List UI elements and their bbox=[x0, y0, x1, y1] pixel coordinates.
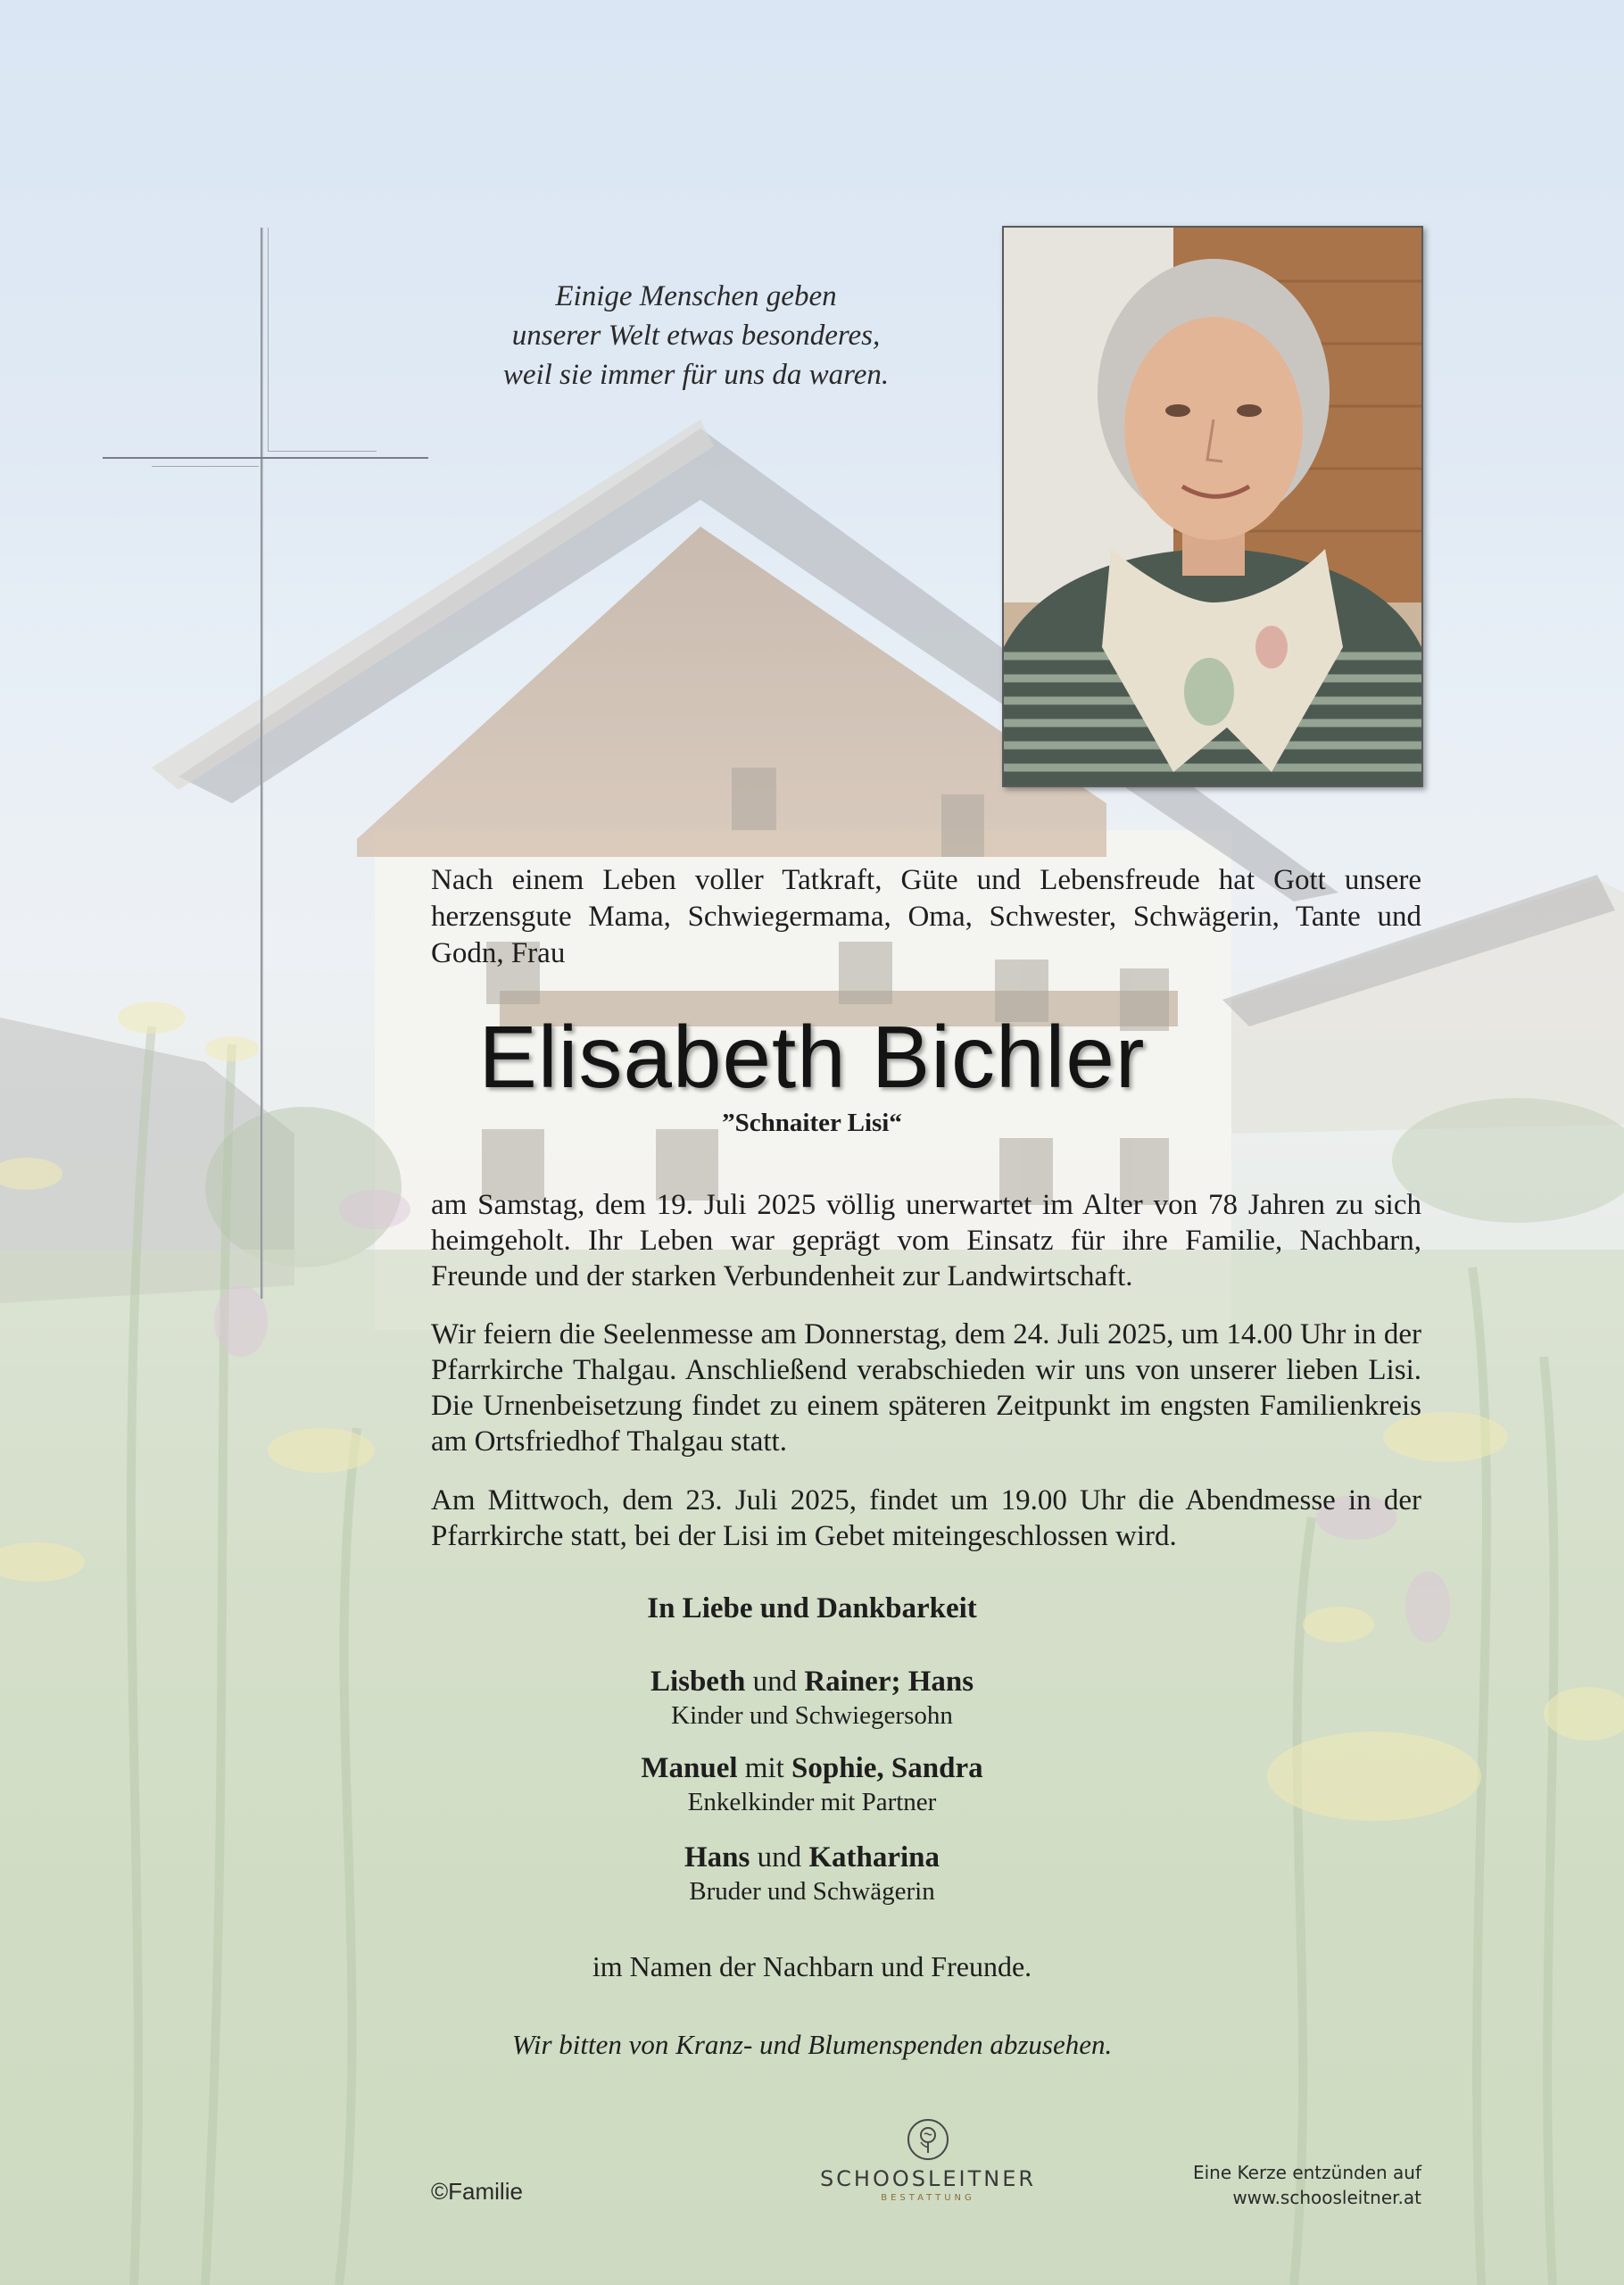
photo-credit: ©Familie bbox=[431, 2178, 523, 2205]
deceased-name: Elisabeth Bichler bbox=[478, 1008, 1146, 1106]
memorial-quote bbox=[446, 277, 946, 395]
death-notice-paragraph: am Samstag, dem 19. Juli 2025 völlig unerwartet im Alter von 78 Jahren zu sich heimgeholt. Ihr Leben war geprägt vom Einsatz für ihre Familie, Nachbarn, Freunde und der starken Verbundenheit zur Landwirtschaft. bbox=[431, 1189, 1421, 1292]
mourner-relation: Kinder und Schwiegersohn bbox=[671, 1701, 953, 1730]
mourner-name: Hans bbox=[684, 1841, 750, 1874]
mourner-join: und bbox=[757, 1841, 802, 1874]
logo-subtitle: BESTATTUNG bbox=[881, 2193, 975, 2203]
rose-icon bbox=[906, 2117, 950, 2162]
website-link[interactable]: www.schoosleitner.at bbox=[1232, 2187, 1421, 2208]
logo-name: SCHOOSLEITNER bbox=[819, 2166, 1037, 2191]
mourner-name: Lisbeth bbox=[650, 1666, 746, 1698]
funeral-mass-paragraph: Wir feiern die Seelenmesse am Donnerstag, dem 24. Juli 2025, um 14.00 Uhr in der Pfarrkirche Thalgau. Anschließend verabschieden wir uns von unserer lieben Lisi. Die Urnenbeisetzung findet zu einem späteren Zeitpunkt im engsten Familienkreis am Ortsfriedhof Thalgau statt. bbox=[431, 1318, 1421, 1458]
mourner-name: Manuel bbox=[641, 1752, 738, 1784]
portrait-photo bbox=[1002, 226, 1423, 787]
funeral-home-logo bbox=[812, 2117, 1044, 2203]
deceased-nickname: ”Schnaiter Lisi“ bbox=[722, 1109, 902, 1137]
candle-link-block bbox=[1124, 2160, 1421, 2210]
mourner-join: und bbox=[752, 1666, 798, 1698]
mourner-name: Rainer; Hans bbox=[804, 1666, 974, 1698]
mourner-group bbox=[0, 1841, 1624, 1908]
donation-request: Wir bitten von Kranz- und Blumenspenden abzusehen. bbox=[511, 2029, 1113, 2060]
neighbors-line: im Namen der Nachbarn und Freunde. bbox=[592, 1950, 1032, 1982]
mourner-group bbox=[0, 1666, 1624, 1732]
mourner-name: Sophie, Sandra bbox=[791, 1752, 983, 1784]
closing-phrase: In Liebe und Dankbarkeit bbox=[647, 1592, 977, 1624]
mourner-relation: Bruder und Schwägerin bbox=[689, 1877, 935, 1906]
intro-text: Nach einem Leben voller Tatkraft, Güte und Lebensfreude hat Gott unsere herzensgute Mama, Schwiegermama, Oma, Schwester, Schwägerin, Tante und Godn, Frau bbox=[431, 864, 1421, 969]
mourner-name: Katharina bbox=[808, 1841, 940, 1874]
candle-text: Eine Kerze entzünden auf bbox=[1192, 2162, 1421, 2183]
quote-line: unserer Welt etwas besonderes, bbox=[511, 320, 881, 352]
mourner-join: mit bbox=[744, 1752, 784, 1784]
mourner-relation: Enkelkinder mit Partner bbox=[687, 1788, 937, 1816]
mourner-group bbox=[0, 1752, 1624, 1819]
quote-line: weil sie immer für uns da waren. bbox=[502, 359, 890, 391]
evening-mass-paragraph: Am Mittwoch, dem 23. Juli 2025, findet um 19.00 Uhr die Abendmesse in der Pfarrkirche statt, bei der Lisi im Gebet miteingeschlossen wird. bbox=[431, 1484, 1421, 1552]
quote-line: Einige Menschen geben bbox=[555, 280, 837, 312]
